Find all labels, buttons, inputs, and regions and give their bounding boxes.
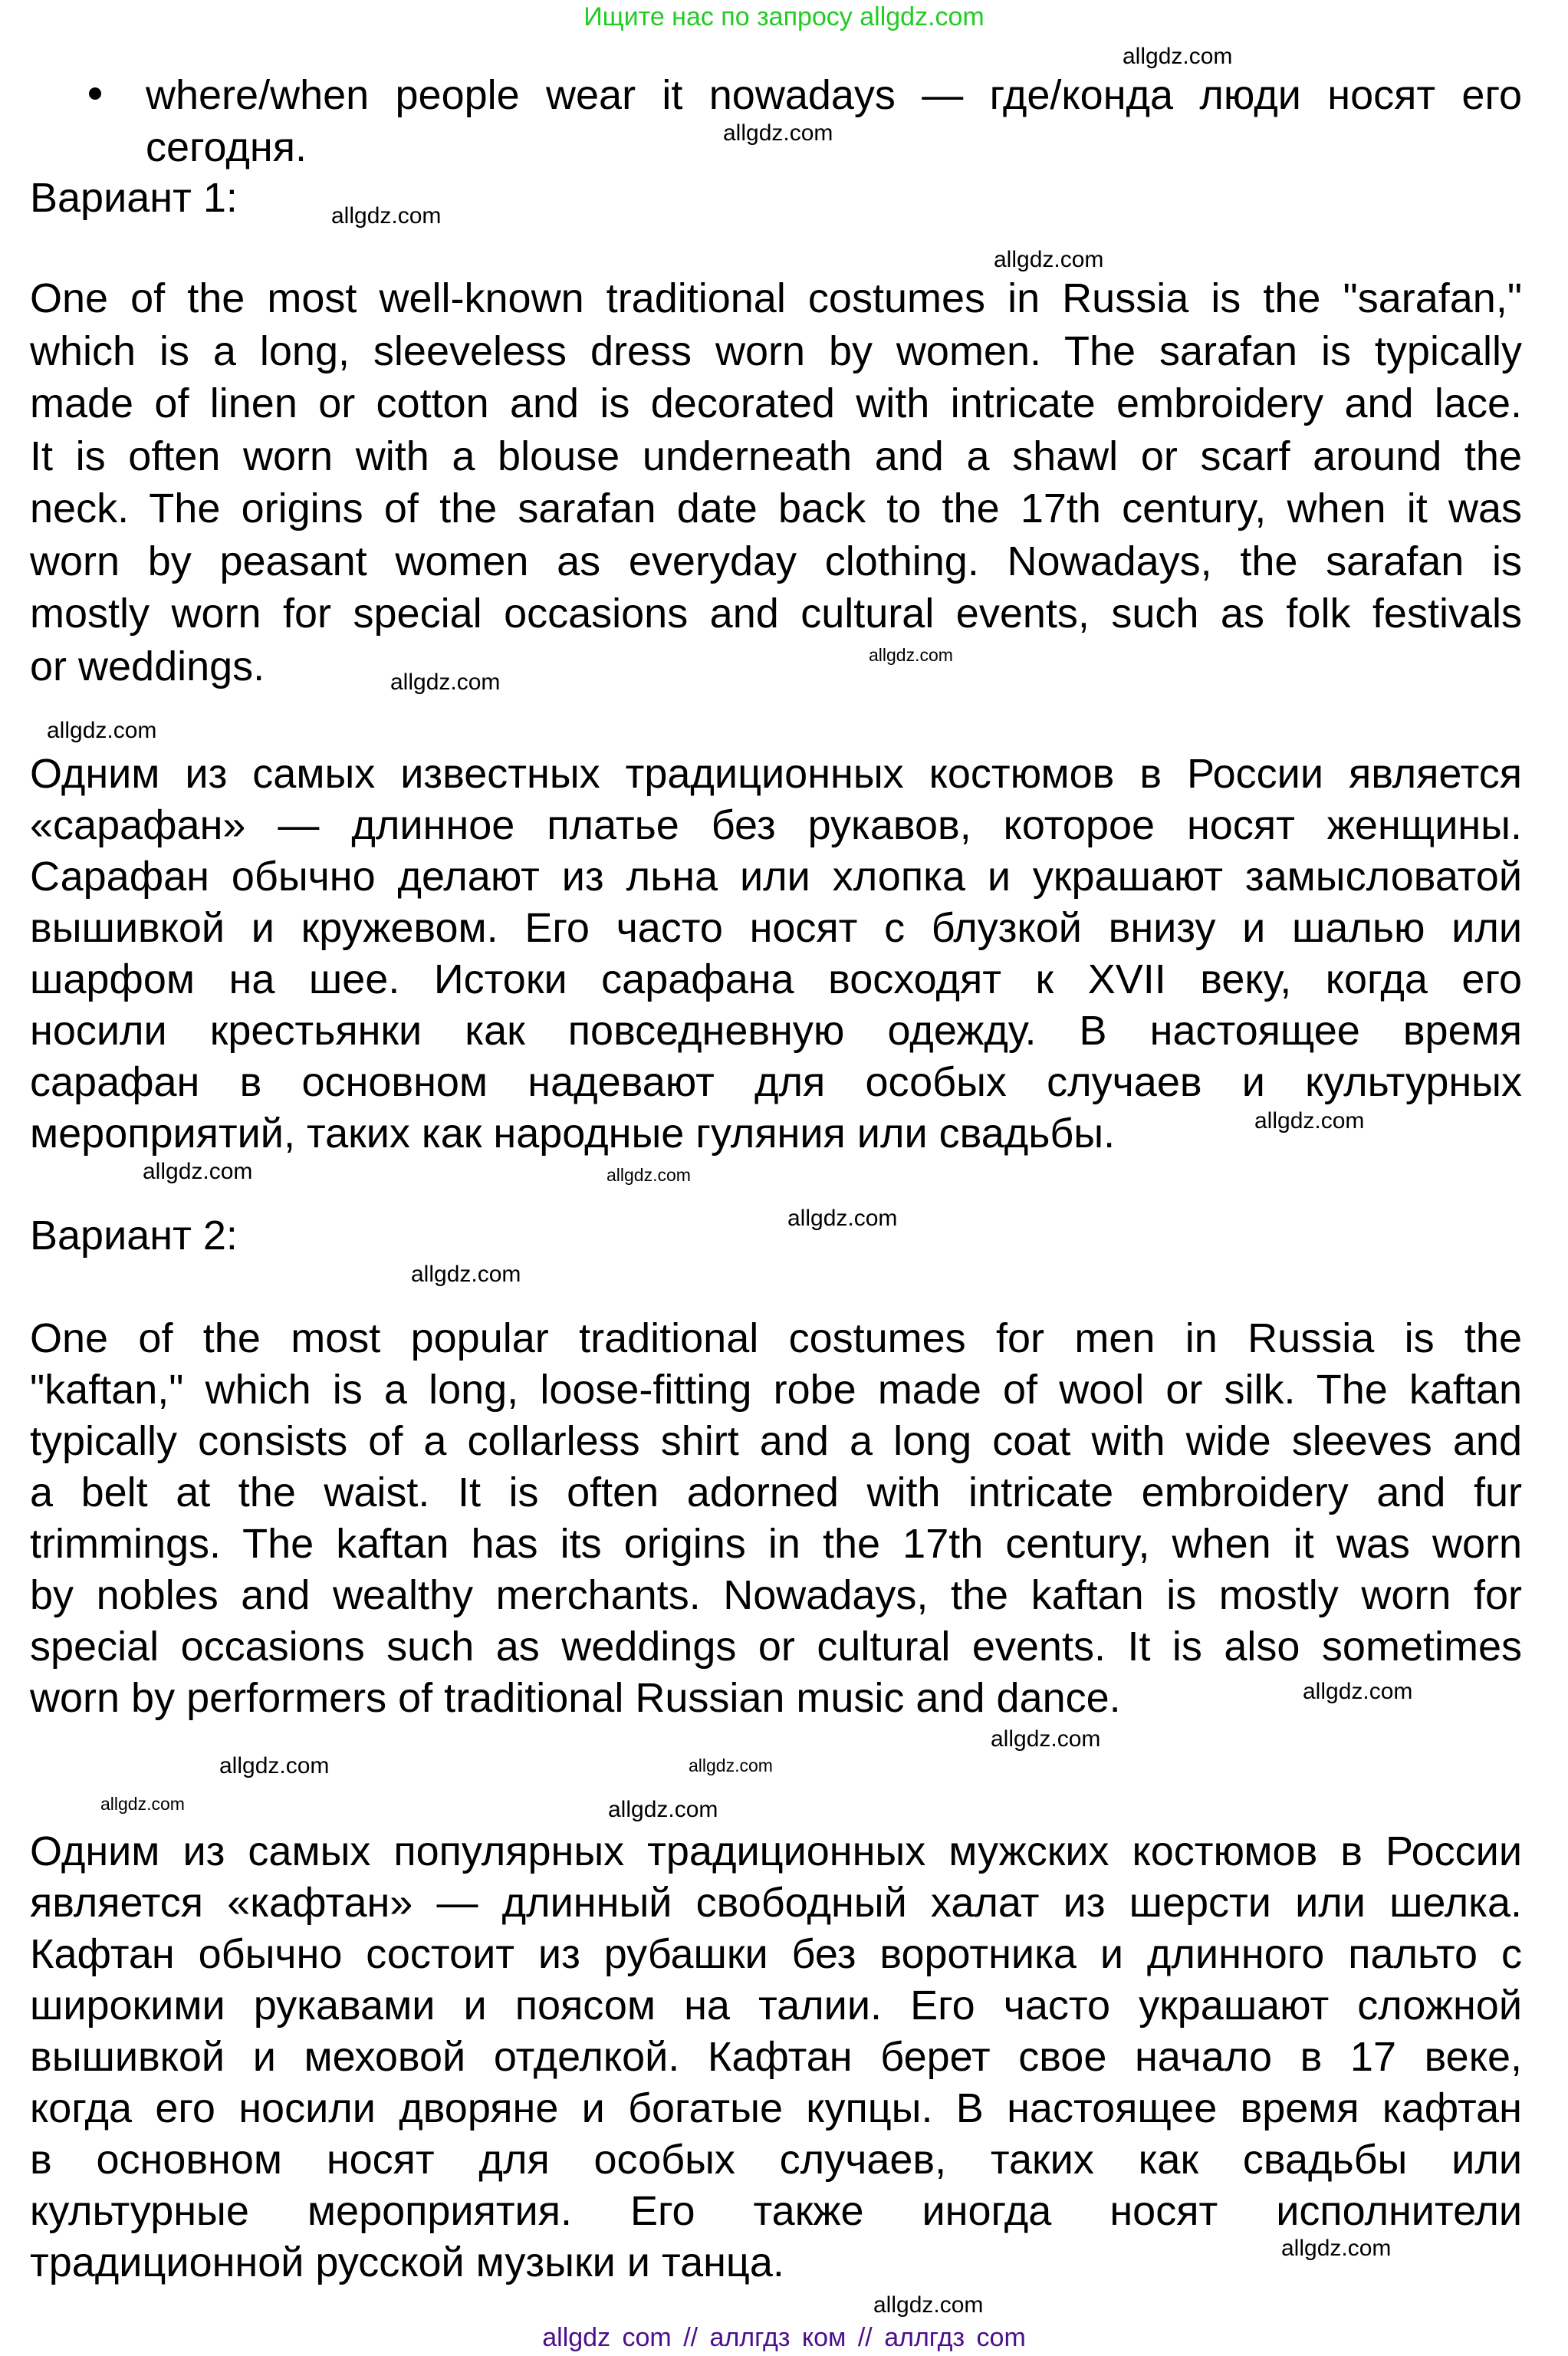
watermark: allgdz.com xyxy=(689,1755,773,1775)
paragraph-line: by nobles and wealthy merchants. Nowadays, the kaftan is mostly worn for xyxy=(30,1572,1522,1618)
variant-1-heading: Вариант 1: xyxy=(30,175,238,221)
paragraph-line: вышивкой и кружевом. Его часто носят с блузкой внизу и шалью или xyxy=(30,905,1522,951)
paragraph-line: typically consists of a collarless shirt and a long coat with wide sleeves and xyxy=(30,1418,1522,1464)
paragraph-line: мероприятий, таких как народные гуляния или свадьбы. xyxy=(30,1111,1116,1157)
paragraph-line: or weddings. xyxy=(30,643,265,689)
paragraph-line: шарфом на шее. Истоки сарафана восходят к XVII веку, когда его xyxy=(30,956,1522,1002)
watermark: allgdz.com xyxy=(606,1165,691,1185)
paragraph-line: носили крестьянки как повседневную одежду. В настоящее время xyxy=(30,1008,1522,1054)
watermark: allgdz.com xyxy=(390,670,501,695)
watermark: allgdz.com xyxy=(608,1797,718,1822)
watermark: allgdz.com xyxy=(47,718,157,743)
paragraph-line: worn by performers of traditional Russian music and dance. xyxy=(30,1675,1121,1721)
watermark: allgdz.com xyxy=(869,645,953,665)
paragraph-line: Одним из самых известных традиционных костюмов в России является xyxy=(30,751,1522,797)
paragraph-line: когда его носили дворяне и богатые купцы. В настоящее время кафтан xyxy=(30,2085,1522,2131)
paragraph-line: культурные мероприятия. Его также иногда носят исполнители xyxy=(30,2188,1522,2234)
watermark: allgdz.com xyxy=(1123,44,1233,69)
paragraph-line: neck. The origins of the sarafan date back to the 17th century, when it was xyxy=(30,485,1522,531)
bullet-icon xyxy=(86,83,106,103)
paragraph-line: Сарафан обычно делают из льна или хлопка и украшают замысловатой xyxy=(30,854,1522,900)
paragraph-line: сарафан в основном надевают для особых случаев и культурных xyxy=(30,1059,1522,1105)
paragraph-line: вышивкой и меховой отделкой. Кафтан берет свое начало в 17 веке, xyxy=(30,2034,1522,2080)
paragraph-line: worn by peasant women as everyday clothing. Nowadays, the sarafan is xyxy=(30,538,1522,584)
watermark: allgdz.com xyxy=(219,1753,330,1779)
paragraph-line: "kaftan," which is a long, loose-fitting robe made of wool or silk. The kaftan xyxy=(30,1367,1522,1413)
watermark: allgdz.com xyxy=(1254,1108,1365,1134)
paragraph-line: широкими рукавами и поясом на талии. Его часто украшают сложной xyxy=(30,1983,1522,2029)
paragraph-line: Кафтан обычно состоит из рубашки без воротника и длинного пальто с xyxy=(30,1931,1522,1977)
watermark: allgdz.com xyxy=(873,2292,984,2318)
paragraph-line: which is a long, sleeveless dress worn by women. The sarafan is typically xyxy=(30,327,1522,374)
paragraph-line: It is often worn with a blouse underneath and a shawl or scarf around the xyxy=(30,433,1522,479)
paragraph-line: made of linen or cotton and is decorated with intricate embroidery and lace. xyxy=(30,380,1522,426)
paragraph-line: a belt at the waist. It is often adorned with intricate embroidery and fur xyxy=(30,1469,1522,1515)
paragraph-line: mostly worn for special occasions and cultural events, such as folk festivals xyxy=(30,591,1522,637)
watermark: allgdz.com xyxy=(723,120,833,146)
watermark: allgdz.com xyxy=(1303,1679,1413,1704)
bullet-line: where/when people wear it nowadays — где/конда люди носят его xyxy=(146,72,1522,118)
paragraph-line: «сарафан» — длинное платье без рукавов, которое носят женщины. xyxy=(30,802,1522,848)
paragraph-line: Одним из самых популярных традиционных мужских костюмов в России xyxy=(30,1828,1522,1874)
paragraph-line: традиционной русской музыки и танца. xyxy=(30,2239,784,2285)
watermark: allgdz.com xyxy=(1281,2236,1392,2261)
watermark: allgdz.com xyxy=(994,247,1104,272)
variant-2-heading: Вариант 2: xyxy=(30,1213,238,1259)
variant-1-english xyxy=(30,272,1522,693)
watermark: allgdz.com xyxy=(991,1726,1101,1752)
paragraph-line: special occasions such as weddings or cultural events. It is also sometimes xyxy=(30,1624,1522,1670)
bullet-line: сегодня. xyxy=(146,124,307,170)
watermark: allgdz.com xyxy=(331,203,442,229)
site-footer: allgdz com // аллгдз ком // аллгдз com xyxy=(542,2323,1026,2352)
paragraph-line: One of the most well-known traditional costumes in Russia is the "sarafan," xyxy=(30,275,1522,321)
bullet-item xyxy=(146,69,1522,173)
paragraph-line: One of the most popular traditional costumes for men in Russia is the xyxy=(30,1315,1522,1361)
variant-1-russian xyxy=(30,749,1522,1160)
site-banner: Ищите нас по запросу allgdz.com xyxy=(583,2,985,31)
watermark: allgdz.com xyxy=(100,1794,185,1814)
watermark: allgdz.com xyxy=(143,1159,253,1184)
watermark: allgdz.com xyxy=(411,1262,521,1287)
paragraph-line: в основном носят для особых случаев, таких как свадьбы или xyxy=(30,2137,1522,2183)
watermark: allgdz.com xyxy=(787,1206,898,1231)
variant-2-russian xyxy=(30,1826,1522,2289)
paragraph-line: trimmings. The kaftan has its origins in the 17th century, when it was worn xyxy=(30,1521,1522,1567)
variant-2-english xyxy=(30,1313,1522,1724)
paragraph-line: является «кафтан» — длинный свободный халат из шерсти или шелка. xyxy=(30,1880,1522,1926)
